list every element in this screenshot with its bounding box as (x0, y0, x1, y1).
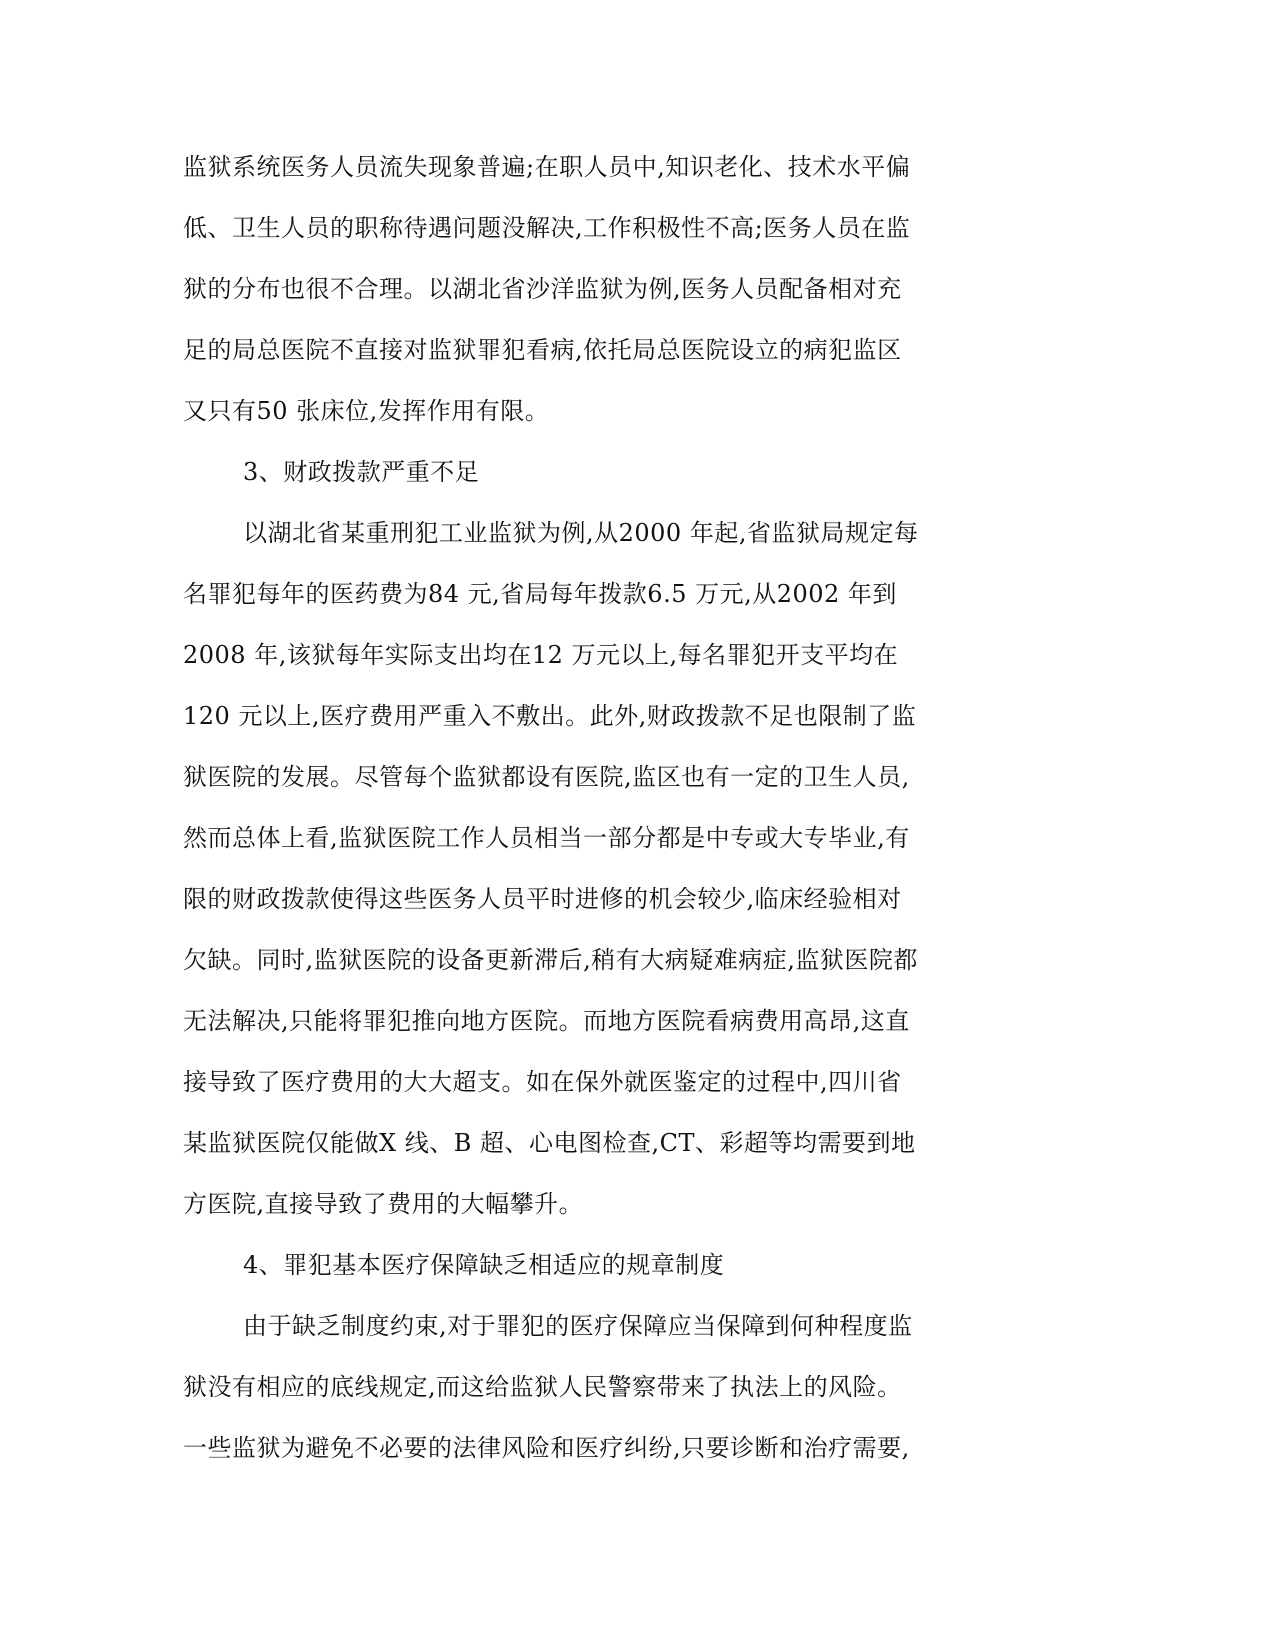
section-heading-4: 4、罪犯基本医疗保障缺乏相适应的规章制度 (243, 1251, 725, 1279)
section-heading-3: 3、财政拨款严重不足 (243, 458, 480, 486)
body-text (183, 137, 943, 1479)
text-line: 接导致了医疗费用的大大超支。如在保外就医鉴定的过程中,四川省 (183, 1068, 902, 1096)
text-line: 某监狱医院仅能做X 线、B 超、心电图检查,CT、彩超等均需要到地 (183, 1129, 916, 1157)
text-line: 狱的分布也很不合理。以湖北省沙洋监狱为例,医务人员配备相对充 (183, 275, 902, 303)
text-line: 低、卫生人员的职称待遇问题没解决,工作积极性不高;医务人员在监 (183, 214, 911, 242)
text-line: 方医院,直接导致了费用的大幅攀升。 (183, 1190, 584, 1218)
text-line: 足的局总医院不直接对监狱罪犯看病,依托局总医院设立的病犯监区 (183, 336, 902, 364)
text-line: 狱医院的发展。尽管每个监狱都设有医院,监区也有一定的卫生人员, (183, 763, 910, 791)
text-line: 然而总体上看,监狱医院工作人员相当一部分都是中专或大专毕业,有 (183, 824, 910, 852)
text-line: 狱没有相应的底线规定,而这给监狱人民警察带来了执法上的风险。 (183, 1373, 902, 1401)
text-line: 120 元以上,医疗费用严重入不敷出。此外,财政拨款不足也限制了监 (183, 702, 917, 730)
text-line: 一些监狱为避免不必要的法律风险和医疗纠纷,只要诊断和治疗需要, (183, 1434, 910, 1462)
text-line: 无法解决,只能将罪犯推向地方医院。而地方医院看病费用高昂,这直 (183, 1007, 910, 1035)
text-line: 又只有50 张床位,发挥作用有限。 (183, 397, 550, 425)
text-line: 2008 年,该狱每年实际支出均在12 万元以上,每名罪犯开支平均在 (183, 641, 899, 669)
text-line: 监狱系统医务人员流失现象普遍;在职人员中,知识老化、技术水平偏 (183, 153, 911, 181)
text-line: 欠缺。同时,监狱医院的设备更新滞后,稍有大病疑难病症,监狱医院都 (183, 946, 918, 974)
text-line: 限的财政拨款使得这些医务人员平时进修的机会较少,临床经验相对 (183, 885, 902, 913)
text-line: 名罪犯每年的医药费为84 元,省局每年拨款6.5 万元,从2002 年到 (183, 580, 897, 608)
paragraph-start: 由于缺乏制度约束,对于罪犯的医疗保障应当保障到何种程度监 (243, 1312, 913, 1340)
paragraph-start: 以湖北省某重刑犯工业监狱为例,从2000 年起,省监狱局规定每 (243, 519, 919, 547)
